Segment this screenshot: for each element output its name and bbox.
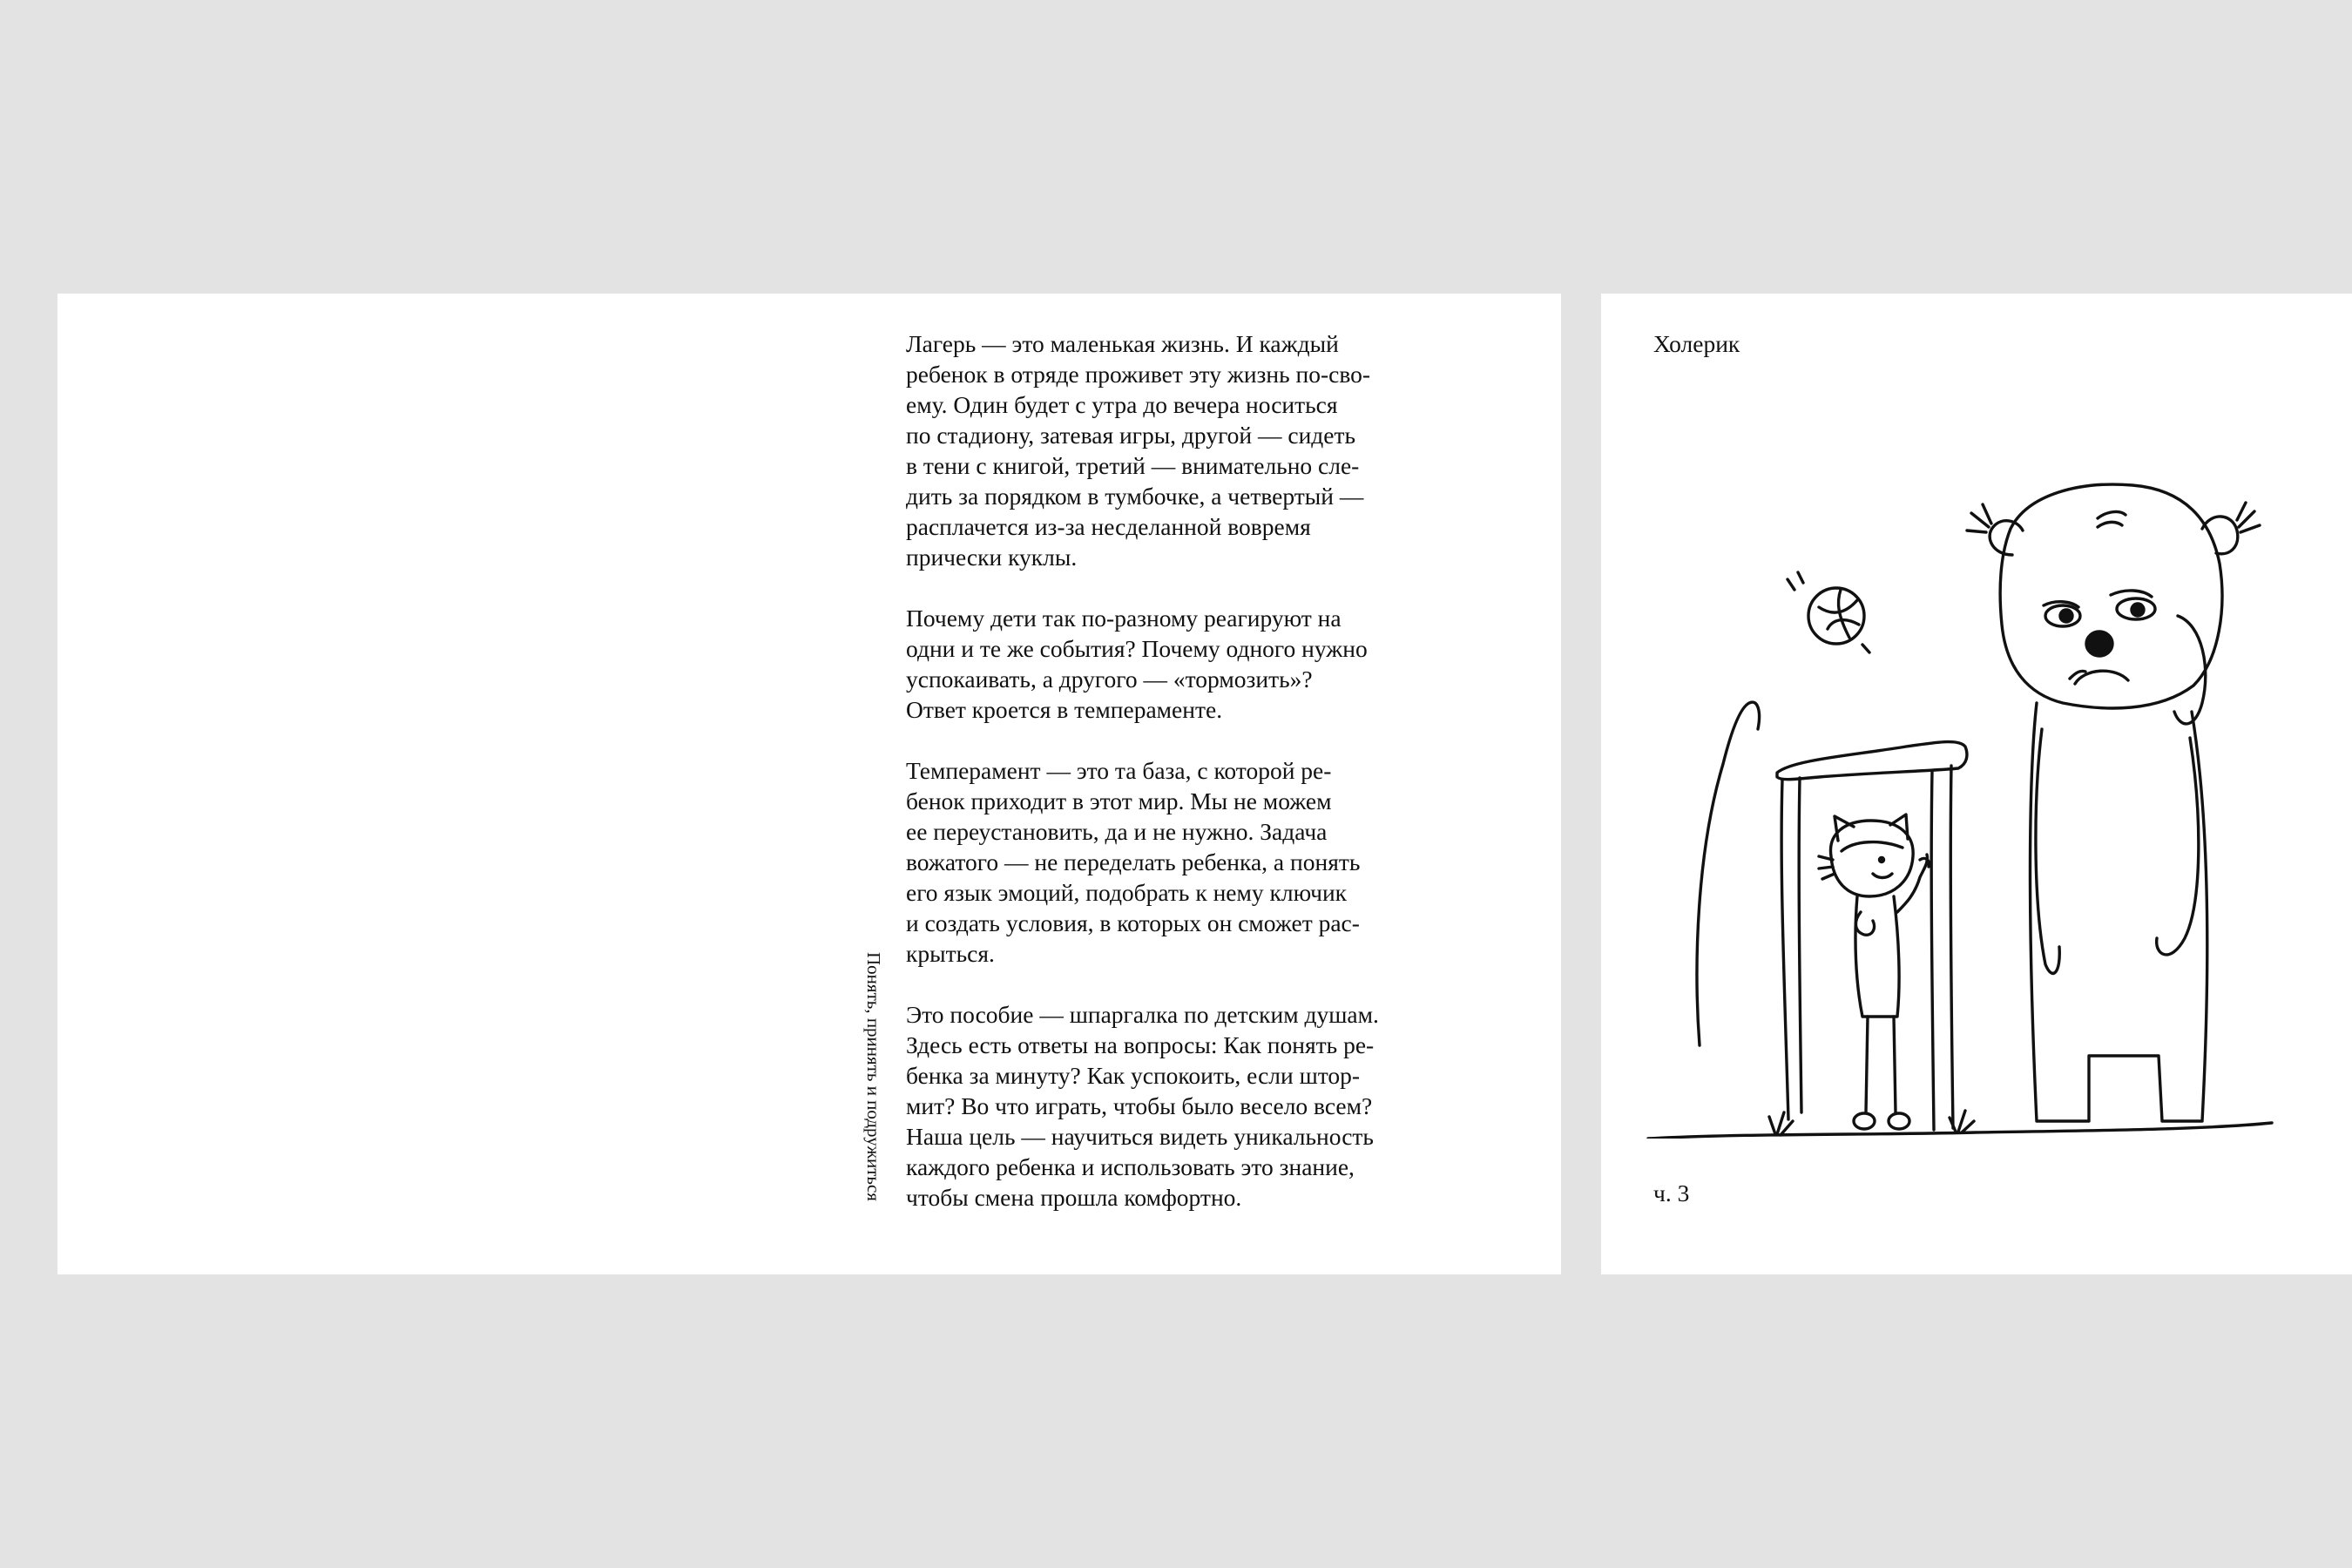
child-eye — [1880, 858, 1884, 862]
creature-hair-right — [2237, 503, 2260, 532]
arch-left-post — [1781, 778, 1801, 1119]
creature-arm-left — [2036, 729, 2059, 973]
creature-pupil-left — [2060, 610, 2072, 622]
child-head — [1830, 821, 1913, 896]
creature-ear-right — [2202, 517, 2238, 554]
child-legs — [1866, 1017, 1896, 1112]
creature-mouth — [2070, 671, 2128, 684]
ball — [1808, 588, 1864, 644]
left-wall — [1697, 702, 1760, 1045]
child-smile — [1873, 874, 1892, 878]
child-face-band — [1842, 842, 1903, 851]
paragraph-1: Лагерь — это маленькая жизнь. И каждый ребенок в отряде проживет эту жизнь по-сво- ему. Один будет с утра до вечера носиться по стадиону, затевая игры, другой — сидеть в тени с книгой, третий — внимательно сле- дить за порядком в тумбочке, а четвертый — расплачется из-за несделанной вовремя прически куклы. — [906, 330, 1371, 571]
creature-nose — [2086, 632, 2112, 656]
intro-text — [906, 328, 1446, 1243]
child-arm-hand — [1855, 912, 1874, 935]
creature-cheek-right — [2174, 616, 2206, 724]
page-number: ч. 3 — [1653, 1179, 1690, 1206]
paragraph-3: Темперамент — это та база, с которой ре- бенок приходит в этот мир. Мы не можем ее переустановить, да и не нужно. Задача вожатого — не переделать ребенка, а понять его язык эмоций, подобрать к нему ключик и создать условия, в которых он сможет рас- крыться. — [906, 757, 1361, 967]
child-body — [1855, 896, 1899, 1017]
right-page — [1601, 294, 2352, 1274]
creature-body — [2031, 703, 2207, 1121]
choleric-illustration-icon — [1645, 450, 2324, 1139]
spine-title: Понять, принять и подружиться — [863, 952, 884, 1201]
ball-seams — [1819, 590, 1859, 638]
arch-right-post — [1931, 766, 1953, 1130]
paragraph-4: Это пособие — шпаргалка по детским душам. Здесь есть ответы на вопросы: Как понять ре- бенка за минуту? Как успокоить, если штор- мит? Во что играть, чтобы было весело всем? Наша цель — научиться видеть уникальность каждого ребенка и использовать это знание, чтобы смена прошла комфортно. — [906, 1001, 1379, 1211]
arch-top — [1777, 742, 1967, 780]
child-foot-left — [1854, 1113, 1875, 1129]
creature-hair-left — [1967, 504, 1991, 532]
left-page — [57, 294, 1561, 1274]
creature-arm-right — [2157, 738, 2199, 955]
creature-pupil-right — [2132, 604, 2144, 616]
paragraph-2: Почему дети так по-разному реагируют на одни и те же события? Почему одного нужно успокаивать, а другого — «тормозить»? Ответ кроется в темпераменте. — [906, 605, 1368, 723]
section-title: Холерик — [1653, 330, 1740, 357]
child-whiskers — [1819, 856, 1835, 879]
creature-brow-right — [2111, 591, 2152, 597]
child-foot-right — [1889, 1113, 1909, 1129]
creature-brow-marks — [2098, 512, 2126, 527]
